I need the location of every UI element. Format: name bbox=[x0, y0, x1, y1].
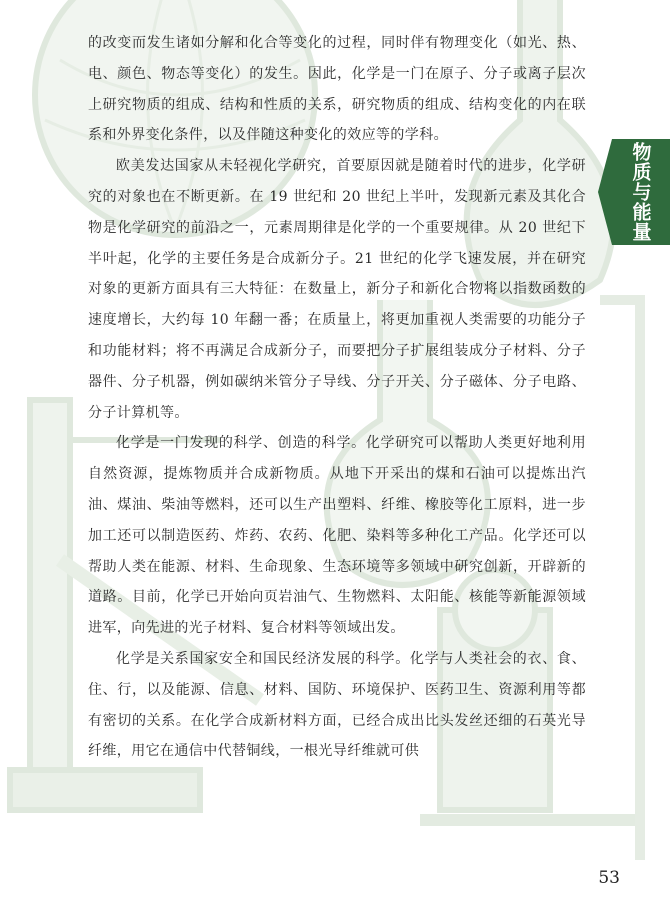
paragraph-4: 化学是关系国家安全和国民经济发展的科学。化学与人类社会的衣、食、住、行，以及能源、信息、材料、国防、环境保护、医药卫生、资源利用等都有密切的关系。在化学合成新材料方面，已经合成出比头发丝还细的石英光导纤维，用它在通信中代替铜线，一根光导纤维就可供 bbox=[88, 650, 586, 760]
body-text bbox=[88, 28, 586, 767]
paragraph-1: 的改变而发生诸如分解和化合等变化的过程，同时伴有物理变化（如光、热、电、颜色、物态等变化）的发生。因此，化学是一门在原子、分子或离子层次上研究物质的组成、结构和性质的关系，研究物质的组成、结构变化的内在联系和外界变化条件，以及伴随这种变化的效应等的学科。 bbox=[88, 35, 586, 144]
section-tab-label: 物质与能量 bbox=[629, 142, 652, 242]
paragraph-3: 化学是一门发现的科学、创造的科学。化学研究可以帮助人类更好地利用自然资源，提炼物质并合成新物质。从地下开采出的煤和石油可以提炼出汽油、煤油、柴油等燃料，还可以生产出塑料、纤维、橡胶等化工原料，进一步加工还可以制造医药、炸药、农药、化肥、染料等多种化工产品。化学还可以帮助人类在能源、材料、生命现象、生态环境等多领域中研究创新，开辟新的道路。目前，化学已开始向页岩油气、生物燃料、太阳能、核能等新能源领域进军，向先进的光子材料、复合材料等领域出发。 bbox=[88, 435, 586, 637]
page-number: 53 bbox=[598, 868, 620, 888]
paragraph-2: 欧美发达国家从未轻视化学研究，首要原因就是随着时代的进步，化学研究的对象也在不断更新。在 19 世纪和 20 世纪上半叶，发现新元素及其化合物是化学研究的前沿之一，元素周期律是化学的一个重要规律。从 20 世纪下半叶起，化学的主要任务是合成新分子。21 世纪的化学飞速发展，并在研究对象的更新方面具有三大特征：在数量上，新分子和新化合物将以指数函数的速度增长，大约每 10 年翻一番；在质量上，将更加重视人类需要的功能分子和功能材料；将不再满足合成新分子，而要把分子扩展组装成分子材料、分子器件、分子机器，例如碳纳米管分子导线、分子开关、分子磁体、分子电路、分子计算机等。 bbox=[88, 158, 586, 421]
section-tab bbox=[612, 139, 670, 245]
